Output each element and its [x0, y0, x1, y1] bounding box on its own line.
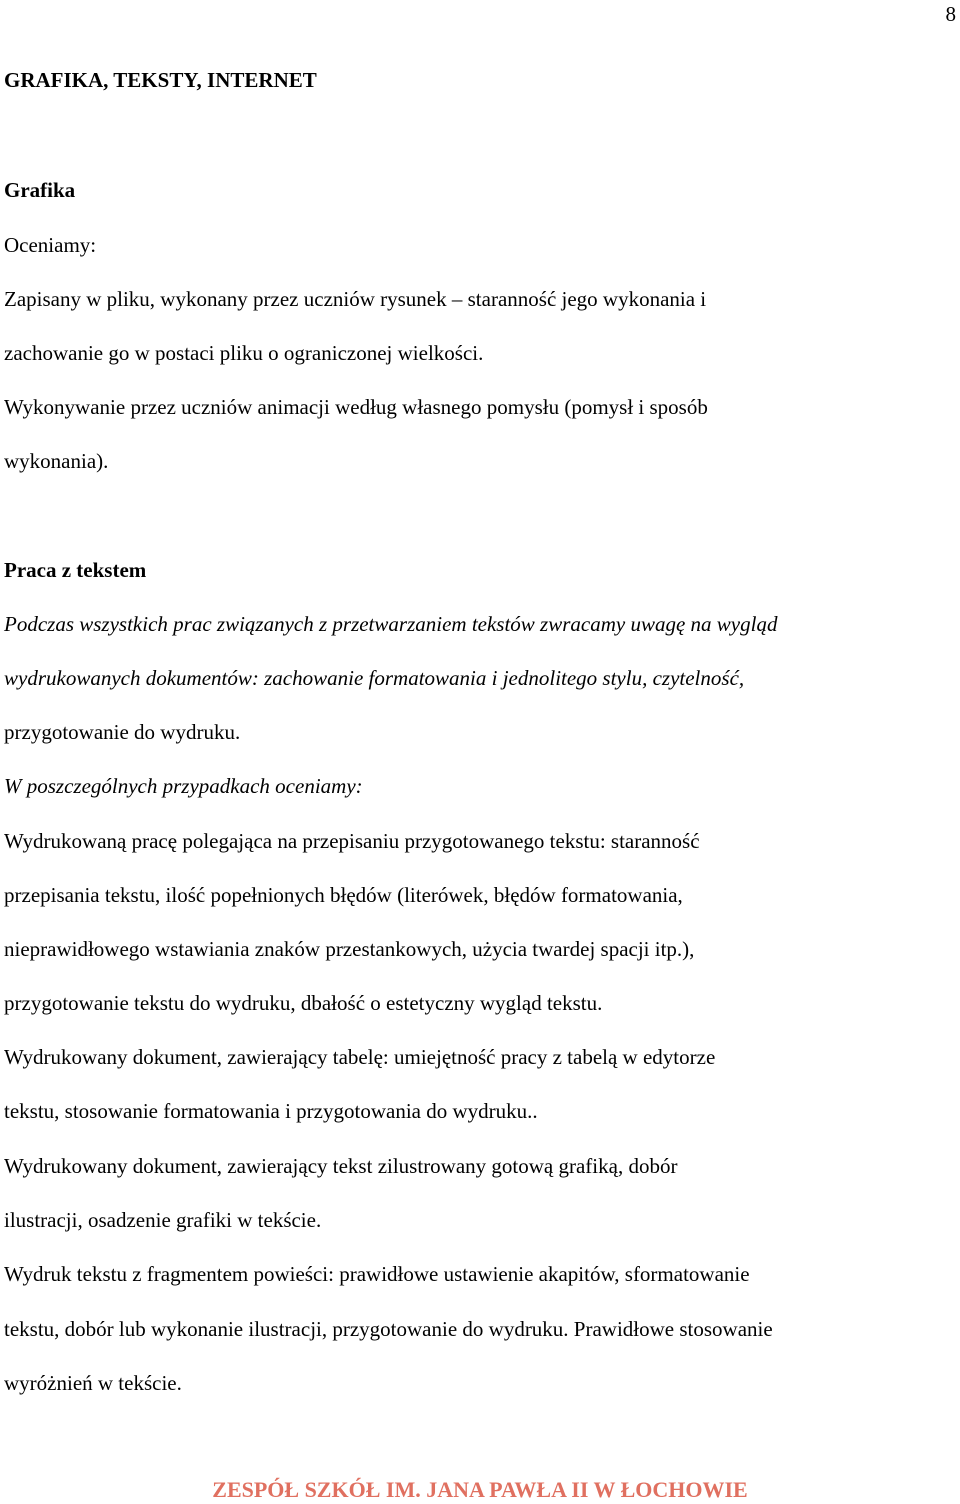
praca-intro-line: wydrukowanych dokumentów: zachowanie formatowania i jednolitego stylu, czytelność,: [4, 666, 745, 690]
praca-intro-line: przygotowanie do wydruku.: [4, 720, 241, 744]
praca-line: Wydrukowany dokument, zawierający tabelę: umiejętność pracy z tabelą w edytorze: [4, 1045, 716, 1069]
praca-line: ilustracji, osadzenie grafiki w tekście.: [4, 1208, 322, 1232]
grafika-line: wykonania).: [4, 449, 109, 473]
page-title: GRAFIKA, TEKSTY, INTERNET: [4, 68, 317, 92]
praca-line: Wydrukowany dokument, zawierający tekst zilustrowany gotową grafiką, dobór: [4, 1154, 678, 1178]
praca-line: przygotowanie tekstu do wydruku, dbałość o estetyczny wygląd tekstu.: [4, 991, 603, 1015]
praca-line: Wydrukowaną pracę polegająca na przepisaniu przygotowanego tekstu: staranność: [4, 829, 700, 853]
page-number: 8: [945, 2, 956, 26]
praca-subheading: W poszczególnych przypadkach oceniamy:: [4, 774, 363, 798]
praca-line: przepisania tekstu, ilość popełnionych błędów (literówek, błędów formatowania,: [4, 883, 683, 907]
footer-school-name: ZESPÓŁ SZKÓŁ IM. JANA PAWŁA II W ŁOCHOWIE: [212, 1477, 748, 1502]
praca-line: tekstu, dobór lub wykonanie ilustracji, przygotowanie do wydruku. Prawidłowe stosowanie: [4, 1317, 773, 1341]
praca-line: wyróżnień w tekście.: [4, 1371, 182, 1395]
section-heading-praca: Praca z tekstem: [4, 558, 147, 582]
grafika-line: Wykonywanie przez uczniów animacji według własnego pomysłu (pomysł i sposób: [4, 395, 708, 419]
section-heading-grafika: Grafika: [4, 178, 76, 202]
praca-line: Wydruk tekstu z fragmentem powieści: prawidłowe ustawienie akapitów, sformatowanie: [4, 1262, 750, 1286]
grafika-lead: Oceniamy:: [4, 233, 97, 257]
praca-intro-line: Podczas wszystkich prac związanych z przetwarzaniem tekstów zwracamy uwagę na wygląd: [4, 612, 778, 636]
praca-line: nieprawidłowego wstawiania znaków przestankowych, użycia twardej spacji itp.),: [4, 937, 695, 961]
grafika-line: zachowanie go w postaci pliku o ograniczonej wielkości.: [4, 341, 484, 365]
grafika-line: Zapisany w pliku, wykonany przez uczniów rysunek – staranność jego wykonania i: [4, 287, 707, 311]
praca-line: tekstu, stosowanie formatowania i przygotowania do wydruku..: [4, 1099, 538, 1123]
